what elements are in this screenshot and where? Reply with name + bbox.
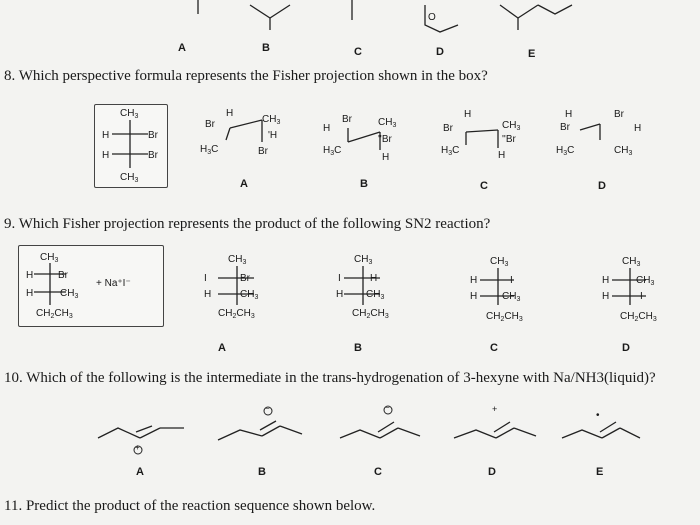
svg-text:Br: Br: [148, 150, 158, 161]
svg-text:CH2CH3: $CH_2CH_3$: [36, 308, 73, 320]
q10-charge-c: −: [385, 403, 390, 412]
row0-label-e: E: [528, 48, 536, 60]
svg-text:Br: Br: [342, 114, 352, 125]
question-8-number: 8.: [4, 68, 16, 84]
svg-text:I: I: [510, 275, 513, 286]
q10-choice-a: A: [136, 466, 144, 478]
svg-text:CH3: $CH_3$: [120, 108, 139, 120]
question-8-text: Which perspective formula represents the Fisher projection shown in the box?: [18, 68, 488, 84]
svg-text:H: H: [323, 123, 331, 134]
q10-choice-b: B: [258, 466, 266, 478]
q10-choice-e: E: [596, 466, 604, 478]
q10-choice-d: D: [488, 466, 496, 478]
svg-text:H: H: [26, 270, 34, 281]
question-10-text: Which of the following is the intermediate in the trans-hydrogenation of 3-hexyne with Na/NH3(liquid)?: [26, 370, 656, 386]
svg-text:H: H: [102, 130, 110, 141]
q9-reagent: + Na⁺I⁻: [96, 278, 131, 289]
svg-text:CH3: $CH_3$: [228, 254, 247, 266]
row0-label-a: A: [178, 42, 186, 54]
svg-text:H: H: [498, 150, 506, 161]
svg-text:CH2CH3: $CH_2CH_3$: [218, 308, 255, 320]
svg-text:Br: Br: [614, 109, 624, 120]
svg-text:H: H: [634, 123, 642, 134]
question-10-number: 10.: [4, 370, 23, 386]
svg-text:'H: 'H: [268, 130, 278, 141]
svg-text:CH3: $CH_3$: [354, 254, 373, 266]
svg-text:I: I: [204, 273, 207, 284]
svg-text:CH2CH3: $CH_2CH_3$: [620, 311, 657, 323]
q9-choice-d: D: [622, 342, 630, 354]
svg-text:H: H: [26, 288, 34, 299]
svg-text:H: H: [565, 109, 573, 120]
svg-text:H: H: [470, 291, 478, 302]
svg-text:H: H: [464, 109, 472, 120]
row0-label-b: B: [262, 42, 270, 54]
svg-text:I: I: [640, 291, 643, 302]
svg-text:Br: Br: [560, 122, 570, 133]
svg-text:Br: Br: [240, 273, 250, 284]
svg-text:H3C: $H_3C$: [200, 144, 219, 156]
svg-text:H: H: [602, 291, 610, 302]
q8-choice-d: D: [598, 180, 606, 192]
svg-text:H: H: [602, 275, 610, 286]
svg-text:CH3: $CH_3$: [378, 117, 397, 129]
svg-text:CH3: $CH_3$: [614, 145, 633, 157]
svg-text:H: H: [204, 289, 212, 300]
svg-text:CH2CH3: $CH_2CH_3$: [486, 311, 523, 323]
svg-text:H: H: [102, 150, 110, 161]
question-9-text: Which Fisher projection represents the product of the following SN2 reaction?: [18, 216, 491, 232]
svg-text:H: H: [370, 273, 378, 284]
q9-choice-c: C: [490, 342, 498, 354]
svg-text:''Br: ''Br: [502, 134, 516, 145]
svg-text:H: H: [336, 289, 344, 300]
svg-text:H3C: $H_3C$: [556, 145, 575, 157]
q8-choice-c: C: [480, 180, 488, 192]
svg-text:CH3: $CH_3$: [40, 252, 59, 264]
svg-text:CH3: $CH_3$: [240, 289, 259, 301]
svg-text:Br: Br: [258, 146, 268, 157]
question-11-text: Predict the product of the reaction sequence shown below.: [25, 498, 376, 514]
q10-charge-d: +: [492, 404, 498, 414]
svg-text:CH3: $CH_3$: [502, 291, 521, 303]
svg-text:CH3: $CH_3$: [262, 114, 281, 126]
svg-text:Br: Br: [443, 123, 453, 134]
svg-text:H3C: $H_3C$: [323, 145, 342, 157]
question-11-number: 11.: [4, 498, 23, 514]
svg-text:H: H: [382, 152, 390, 163]
q9-choice-b: B: [354, 342, 362, 354]
svg-text:H: H: [226, 108, 234, 119]
svg-text:H: H: [470, 275, 478, 286]
q10-charge-a: +: [135, 443, 140, 452]
svg-text:Br: Br: [58, 270, 68, 281]
q10-charge-b: −: [265, 404, 270, 413]
q9-choice-a: A: [218, 342, 226, 354]
svg-text:''Br: ''Br: [378, 134, 392, 145]
svg-text:CH3: $CH_3$: [366, 289, 385, 301]
svg-text:CH2CH3: $CH_2CH_3$: [352, 308, 389, 320]
row0-label-d: D: [436, 46, 444, 58]
q10-charge-e: •: [596, 410, 600, 421]
svg-text:I: I: [338, 273, 341, 284]
svg-text:CH3: $CH_3$: [622, 256, 641, 268]
svg-text:CH3: $CH_3$: [120, 172, 139, 184]
svg-text:CH3: $CH_3$: [636, 275, 655, 287]
svg-text:Br: Br: [148, 130, 158, 141]
svg-text:O: O: [428, 12, 436, 23]
svg-text:CH3: $CH_3$: [490, 256, 509, 268]
question-11: [4, 498, 375, 515]
row0-label-c: C: [354, 46, 362, 58]
question-9-number: 9.: [4, 216, 16, 232]
svg-text:CH3: $CH_3$: [60, 288, 79, 300]
svg-text:Br: Br: [205, 119, 215, 130]
q8-choice-a: A: [240, 178, 248, 190]
svg-text:H3C: $H_3C$: [441, 145, 460, 157]
q8-choice-b: B: [360, 178, 368, 190]
svg-text:CH3: $CH_3$: [502, 120, 521, 132]
q10-choice-c: C: [374, 466, 382, 478]
